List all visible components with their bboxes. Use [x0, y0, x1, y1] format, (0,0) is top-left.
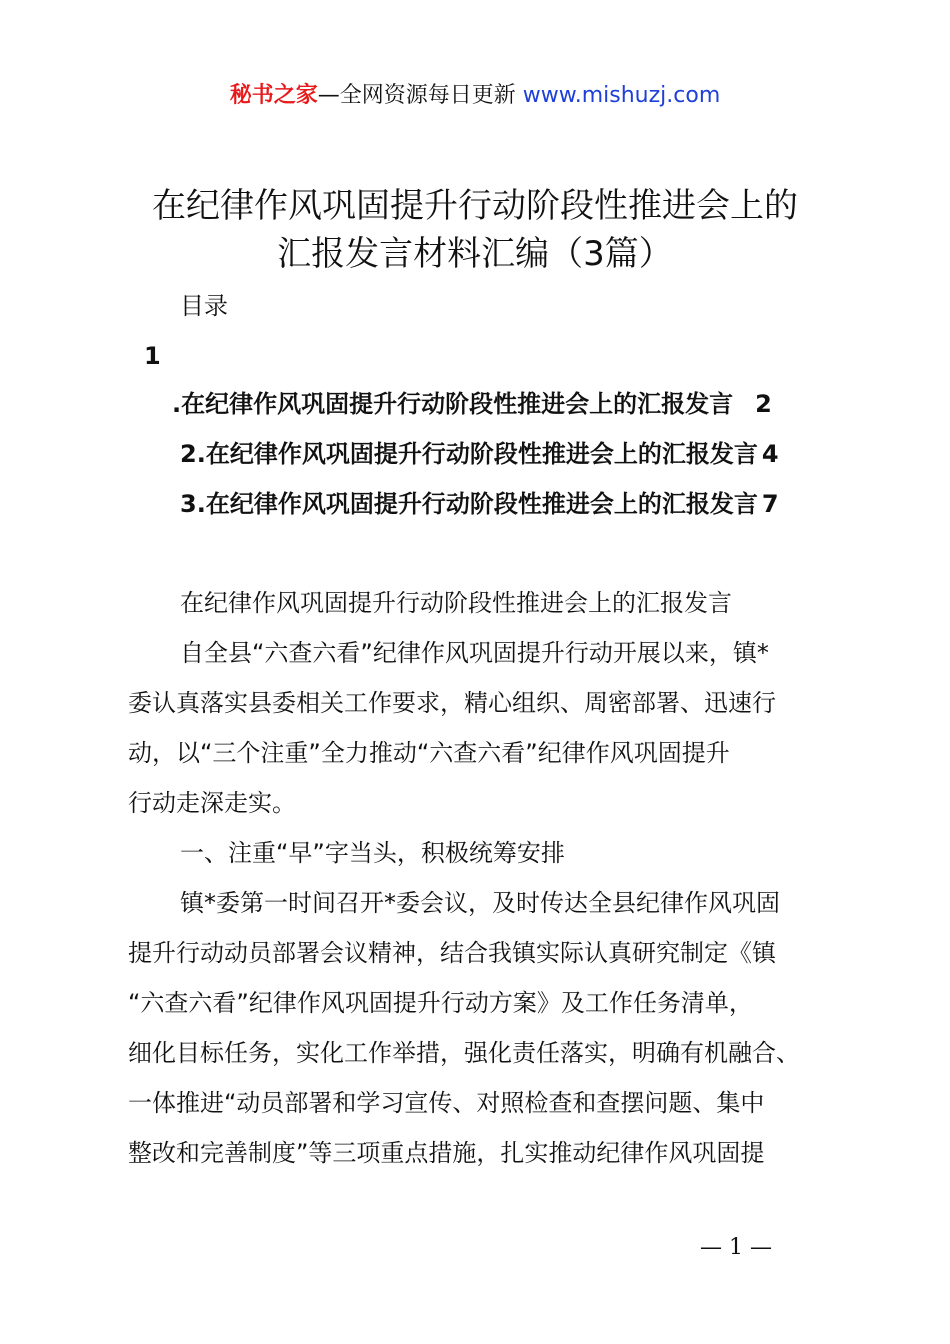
- site-url[interactable]: www.mishuzj.com: [522, 83, 721, 108]
- toc-item-page: 7: [761, 490, 779, 518]
- toc-item-text: 2.在纪律作风巩固提升行动阶段性推进会上的汇报发言: [180, 440, 758, 468]
- body-line: 行动走深走实。: [128, 789, 296, 817]
- body-line: 细化目标任务，实化工作举措，强化责任落实，明确有机融合、: [128, 1039, 800, 1067]
- body-line: 镇*委第一时间召开*委会议，及时传达全县纪律作风巩固: [180, 889, 780, 917]
- toc-item-1[interactable]: [172, 388, 772, 420]
- document-title-line-1: 在纪律作风巩固提升行动阶段性推进会上的: [152, 186, 798, 226]
- site-slogan: —全网资源每日更新: [317, 83, 523, 108]
- site-brand: 秘书之家: [229, 83, 318, 108]
- body-line: 动，以“三个注重”全力推动“六查六看”纪律作风巩固提升: [128, 739, 730, 767]
- toc-item-page: 2: [755, 390, 772, 418]
- body-line: 自全县“六查六看”纪律作风巩固提升行动开展以来，镇*: [180, 639, 769, 667]
- site-header: [0, 80, 950, 112]
- page-number: — 1 —: [700, 1235, 772, 1260]
- body-line: 委认真落实县委相关工作要求，精心组织、周密部署、迅速行: [128, 689, 776, 717]
- document-title-line-2: 汇报发言材料汇编（3篇）: [277, 234, 673, 274]
- toc-lead-number: 1: [144, 342, 161, 370]
- toc-label: 目录: [180, 292, 228, 320]
- subsection-heading: 一、注重“早”字当头，积极统筹安排: [180, 839, 565, 867]
- toc-item-text: .在纪律作风巩固提升行动阶段性推进会上的汇报发言: [172, 390, 734, 418]
- body-line: 一体推进“动员部署和学习宣传、对照检查和查摆问题、集中: [128, 1089, 765, 1117]
- section-heading: 在纪律作风巩固提升行动阶段性推进会上的汇报发言: [180, 589, 732, 617]
- document-body: [128, 578, 838, 1178]
- toc-item-text: 3.在纪律作风巩固提升行动阶段性推进会上的汇报发言: [180, 490, 758, 518]
- toc-item-page: 4: [761, 440, 779, 468]
- body-line: “六查六看”纪律作风巩固提升行动方案》及工作任务清单，: [128, 989, 753, 1017]
- body-line: 提升行动动员部署会议精神，结合我镇实际认真研究制定《镇: [128, 939, 776, 967]
- toc-item-3[interactable]: [180, 488, 779, 520]
- body-line: 整改和完善制度”等三项重点措施，扎实推动纪律作风巩固提: [128, 1139, 765, 1167]
- toc-item-2[interactable]: [180, 438, 779, 470]
